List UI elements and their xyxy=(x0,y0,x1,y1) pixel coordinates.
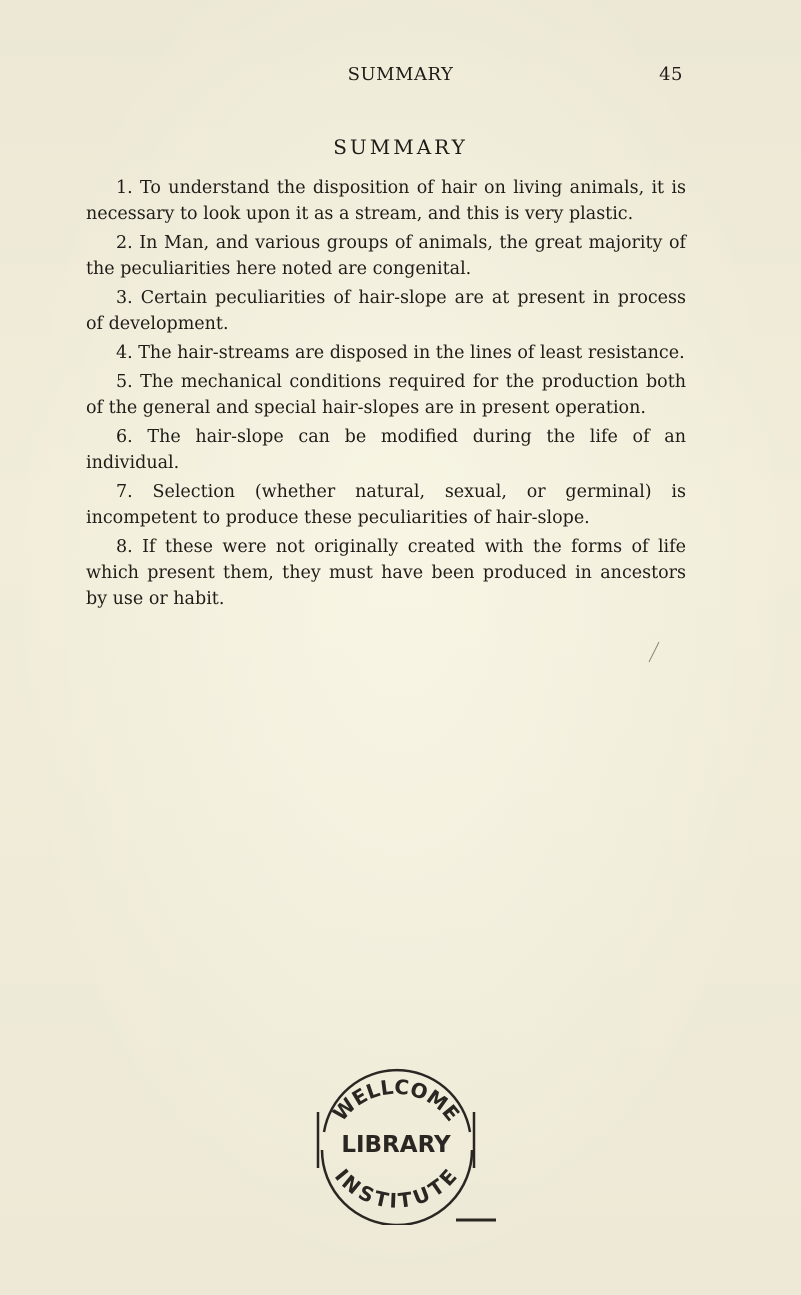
running-head-title: SUMMARY xyxy=(347,64,454,85)
summary-item-8: 8. If these were not originally created with the forms of life which present them, they must have been produced in ancestors by use or habit. xyxy=(86,537,686,609)
summary-item-1: 1. To understand the disposition of hair on living animals, it is necessary to look upon it as a stream, and this is very plastic. xyxy=(86,178,686,224)
summary-item-5: 5. The mechanical conditions required for the production both of the general and special hair-slopes are in present operation. xyxy=(86,372,686,418)
stamp-center-text: LIBRARY xyxy=(341,1132,451,1158)
library-stamp xyxy=(296,1050,496,1225)
summary-item-4: 4. The hair-streams are disposed in the lines of least resistance. xyxy=(116,343,685,363)
summary-item-2: 2. In Man, and various groups of animals, the great majority of the peculiarities here noted are congenital. xyxy=(86,233,686,279)
summary-item-7: 7. Selection (whether natural, sexual, or germinal) is incompetent to produce these peculiarities of hair-slope. xyxy=(86,482,686,528)
page-number: 45 xyxy=(659,64,683,85)
section-title: SUMMARY xyxy=(333,135,468,159)
summary-item-6: 6. The hair-slope can be modified during the life of an individual. xyxy=(86,427,686,473)
stamp-bottom-text: INSTITUTE xyxy=(330,1164,462,1213)
running-head xyxy=(0,64,801,90)
pencil-mark xyxy=(645,640,663,664)
stamp-top-text: WELLCOME xyxy=(327,1074,465,1126)
summary-item-3: 3. Certain peculiarities of hair-slope are at present in process of development. xyxy=(86,288,686,334)
summary-list xyxy=(86,175,686,615)
